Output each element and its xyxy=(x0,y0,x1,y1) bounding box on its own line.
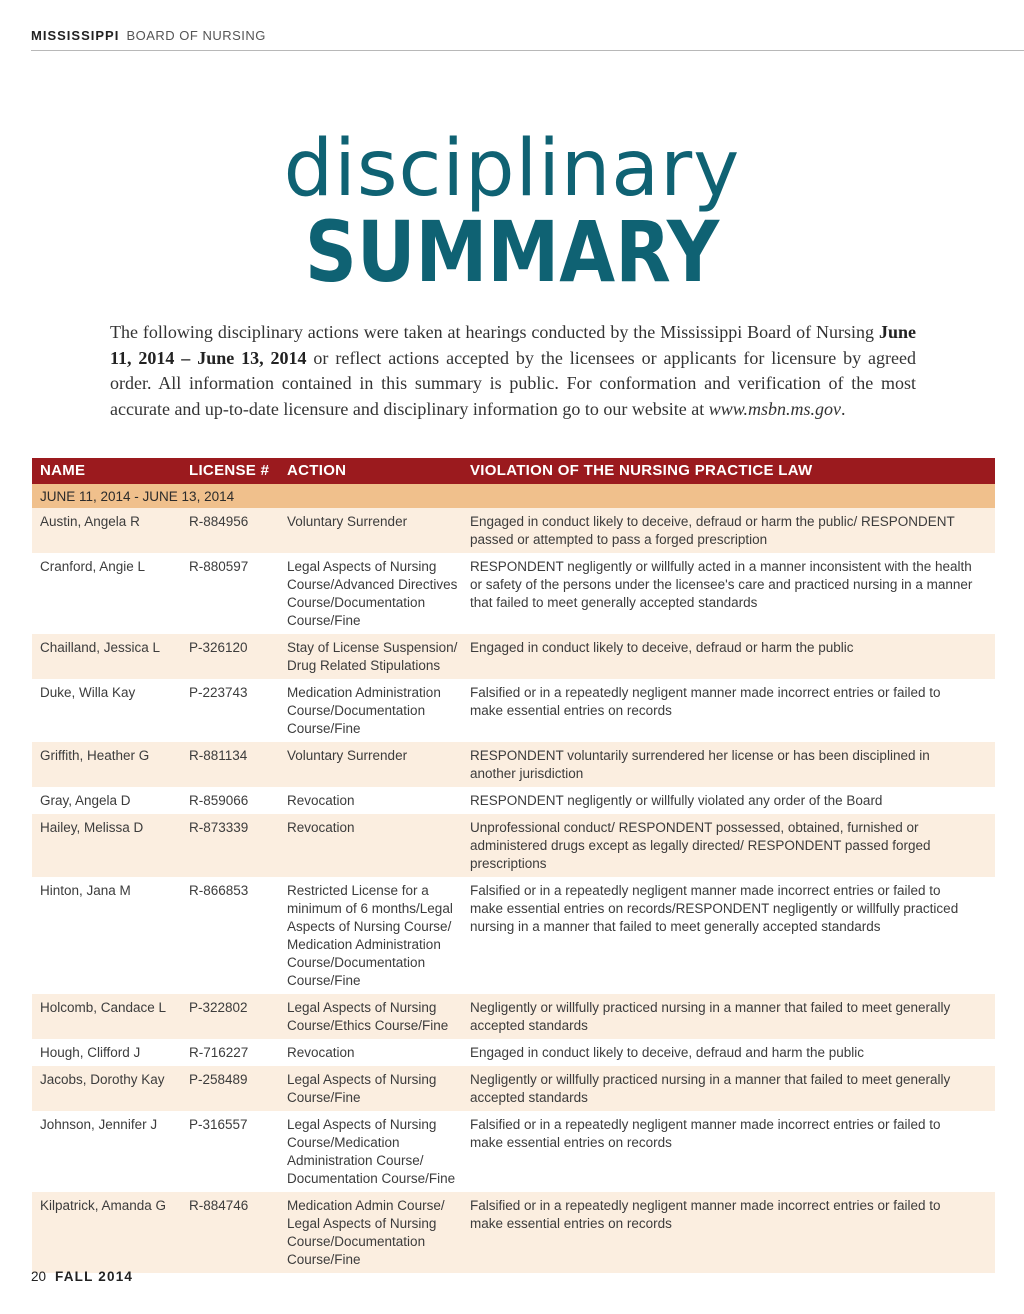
table-row xyxy=(32,679,995,742)
intro-text-2: or reflect actions accepted by the licensees or applicants for licensure by agreed order. All information contained in this summary is public. For conformation and verification of the most accurate and up-to-date licensure and disciplinary information go to our website at xyxy=(110,347,916,419)
page-title-main: SUMMARY xyxy=(304,203,720,301)
cell-action: Medication Administration Course/Documentation Course/Fine xyxy=(287,685,441,736)
cell-action: Stay of License Suspension/ Drug Related Stipulations xyxy=(287,640,458,673)
intro-text-3: . xyxy=(840,398,846,419)
cell-action: Restricted License for a minimum of 6 months/Legal Aspects of Nursing Course/ Medication Administration Course/Documentation Course/Fine xyxy=(287,883,453,988)
cell-violation: Engaged in conduct likely to deceive, defraud or harm the public xyxy=(470,640,854,655)
cell-license: P-316557 xyxy=(189,1117,248,1132)
cell-action: Revocation xyxy=(287,1045,355,1060)
cell-violation: Falsified or in a repeatedly negligent manner made incorrect entries or failed to make essential entries on records/RESPONDENT negligently or willfully practiced nursing in a manner that failed to meet generally accepted standards xyxy=(470,883,959,934)
table-row xyxy=(32,877,995,994)
cell-license: R-881134 xyxy=(189,748,248,763)
intro-text-1: The following disciplinary actions were taken at hearings conducted by the Mississippi Board of Nursing xyxy=(110,322,879,342)
cell-action: Revocation xyxy=(287,820,355,835)
cell-violation: RESPONDENT voluntarily surrendered her license or has been disciplined in another jurisdiction xyxy=(470,748,930,781)
cell-action: Legal Aspects of Nursing Course/Ethics Course/Fine xyxy=(287,1000,449,1033)
page-title-script: disciplinary xyxy=(283,124,741,214)
cell-violation: Unprofessional conduct/ RESPONDENT possessed, obtained, furnished or administered drugs except as legally directed/ RESPONDENT passed forged prescriptions xyxy=(470,820,931,871)
column-header-action: ACTION xyxy=(287,462,347,479)
cell-action: Legal Aspects of Nursing Course/Fine xyxy=(287,1072,437,1105)
table-row xyxy=(32,1192,995,1273)
cell-license: P-223743 xyxy=(189,685,248,700)
cell-name: Chailland, Jessica L xyxy=(40,640,161,655)
cell-name: Griffith, Heather G xyxy=(40,748,150,763)
cell-license: R-884746 xyxy=(189,1198,249,1213)
cell-action: Medication Admin Course/ Legal Aspects of Nursing Course/Documentation Course/Fine xyxy=(287,1198,445,1267)
cell-license: R-884956 xyxy=(189,514,249,529)
table-row xyxy=(32,787,995,814)
cell-violation: Negligently or willfully practiced nursing in a manner that failed to meet generally accepted standards xyxy=(470,1072,951,1105)
cell-name: Hailey, Melissa D xyxy=(40,820,144,835)
section-date-range: JUNE 11, 2014 - JUNE 13, 2014 xyxy=(32,484,995,508)
cell-violation: Engaged in conduct likely to deceive, defraud or harm the public/ RESPONDENT passed or attempted to pass a forged prescription xyxy=(470,514,955,547)
disciplinary-table xyxy=(32,458,995,1273)
cell-name: Holcomb, Candace L xyxy=(40,1000,167,1015)
cell-license: R-859066 xyxy=(189,793,249,808)
cell-license: P-258489 xyxy=(189,1072,248,1087)
cell-violation: Falsified or in a repeatedly negligent manner made incorrect entries or failed to make essential entries on records xyxy=(470,1198,941,1231)
issue-season: FALL 2014 xyxy=(55,1269,134,1284)
cell-name: Johnson, Jennifer J xyxy=(40,1117,158,1132)
publication-board: BOARD OF NURSING xyxy=(126,28,266,43)
column-header-license: LICENSE # xyxy=(189,462,270,479)
cell-name: Kilpatrick, Amanda G xyxy=(40,1198,167,1213)
cell-action: Revocation xyxy=(287,793,355,808)
column-header-violation: VIOLATION OF THE NURSING PRACTICE LAW xyxy=(470,462,813,479)
cell-violation: Engaged in conduct likely to deceive, defraud and harm the public xyxy=(470,1045,865,1060)
header-divider xyxy=(31,50,1024,51)
table-row xyxy=(32,1066,995,1111)
cell-name: Cranford, Angie L xyxy=(40,559,146,574)
column-header-name: NAME xyxy=(40,462,86,479)
cell-action: Voluntary Surrender xyxy=(287,514,408,529)
table-row xyxy=(32,814,995,877)
cell-name: Austin, Angela R xyxy=(40,514,140,529)
cell-violation: RESPONDENT negligently or willfully violated any order of the Board xyxy=(470,793,883,808)
cell-violation: Negligently or willfully practiced nursing in a manner that failed to meet generally accepted standards xyxy=(470,1000,951,1033)
table-row xyxy=(32,634,995,679)
cell-name: Hough, Clifford J xyxy=(40,1045,141,1060)
cell-action: Legal Aspects of Nursing Course/Advanced Directives Course/Documentation Course/Fine xyxy=(287,559,458,628)
cell-license: R-866853 xyxy=(189,883,249,898)
intro-dates: June 11, 2014 – June 13, 2014 xyxy=(110,322,916,368)
cell-violation: Falsified or in a repeatedly negligent manner made incorrect entries or failed to make essential entries on records xyxy=(470,685,941,718)
table-row xyxy=(32,1039,995,1066)
table-row xyxy=(32,553,995,634)
table-row xyxy=(32,994,995,1039)
table-row xyxy=(32,1111,995,1192)
website-link[interactable]: www.msbn.ms.gov xyxy=(708,398,841,419)
running-header xyxy=(31,28,266,43)
cell-license: R-716227 xyxy=(189,1045,249,1060)
cell-violation: Falsified or in a repeatedly negligent manner made incorrect entries or failed to make essential entries on records xyxy=(470,1117,941,1150)
cell-action: Legal Aspects of Nursing Course/Medication Administration Course/ Documentation Course/Fine xyxy=(287,1117,456,1186)
cell-name: Gray, Angela D xyxy=(40,793,131,808)
cell-action: Voluntary Surrender xyxy=(287,748,408,763)
cell-name: Hinton, Jana M xyxy=(40,883,131,898)
intro-paragraph xyxy=(110,320,916,422)
table-row xyxy=(32,508,995,553)
page-number: 20 xyxy=(31,1269,47,1284)
cell-license: P-326120 xyxy=(189,640,248,655)
cell-name: Jacobs, Dorothy Kay xyxy=(40,1072,165,1087)
cell-violation: RESPONDENT negligently or willfully acted in a manner inconsistent with the health or safety of the persons under the licensee's care and practiced nursing in a manner that failed to meet generally accepted standards xyxy=(470,559,973,610)
publication-brand: MISSISSIPPI xyxy=(31,28,120,43)
cell-license: R-873339 xyxy=(189,820,249,835)
table-row xyxy=(32,742,995,787)
page-footer xyxy=(31,1269,133,1284)
table-header xyxy=(32,458,995,484)
cell-license: P-322802 xyxy=(189,1000,248,1015)
cell-license: R-880597 xyxy=(189,559,249,574)
cell-name: Duke, Willa Kay xyxy=(40,685,136,700)
